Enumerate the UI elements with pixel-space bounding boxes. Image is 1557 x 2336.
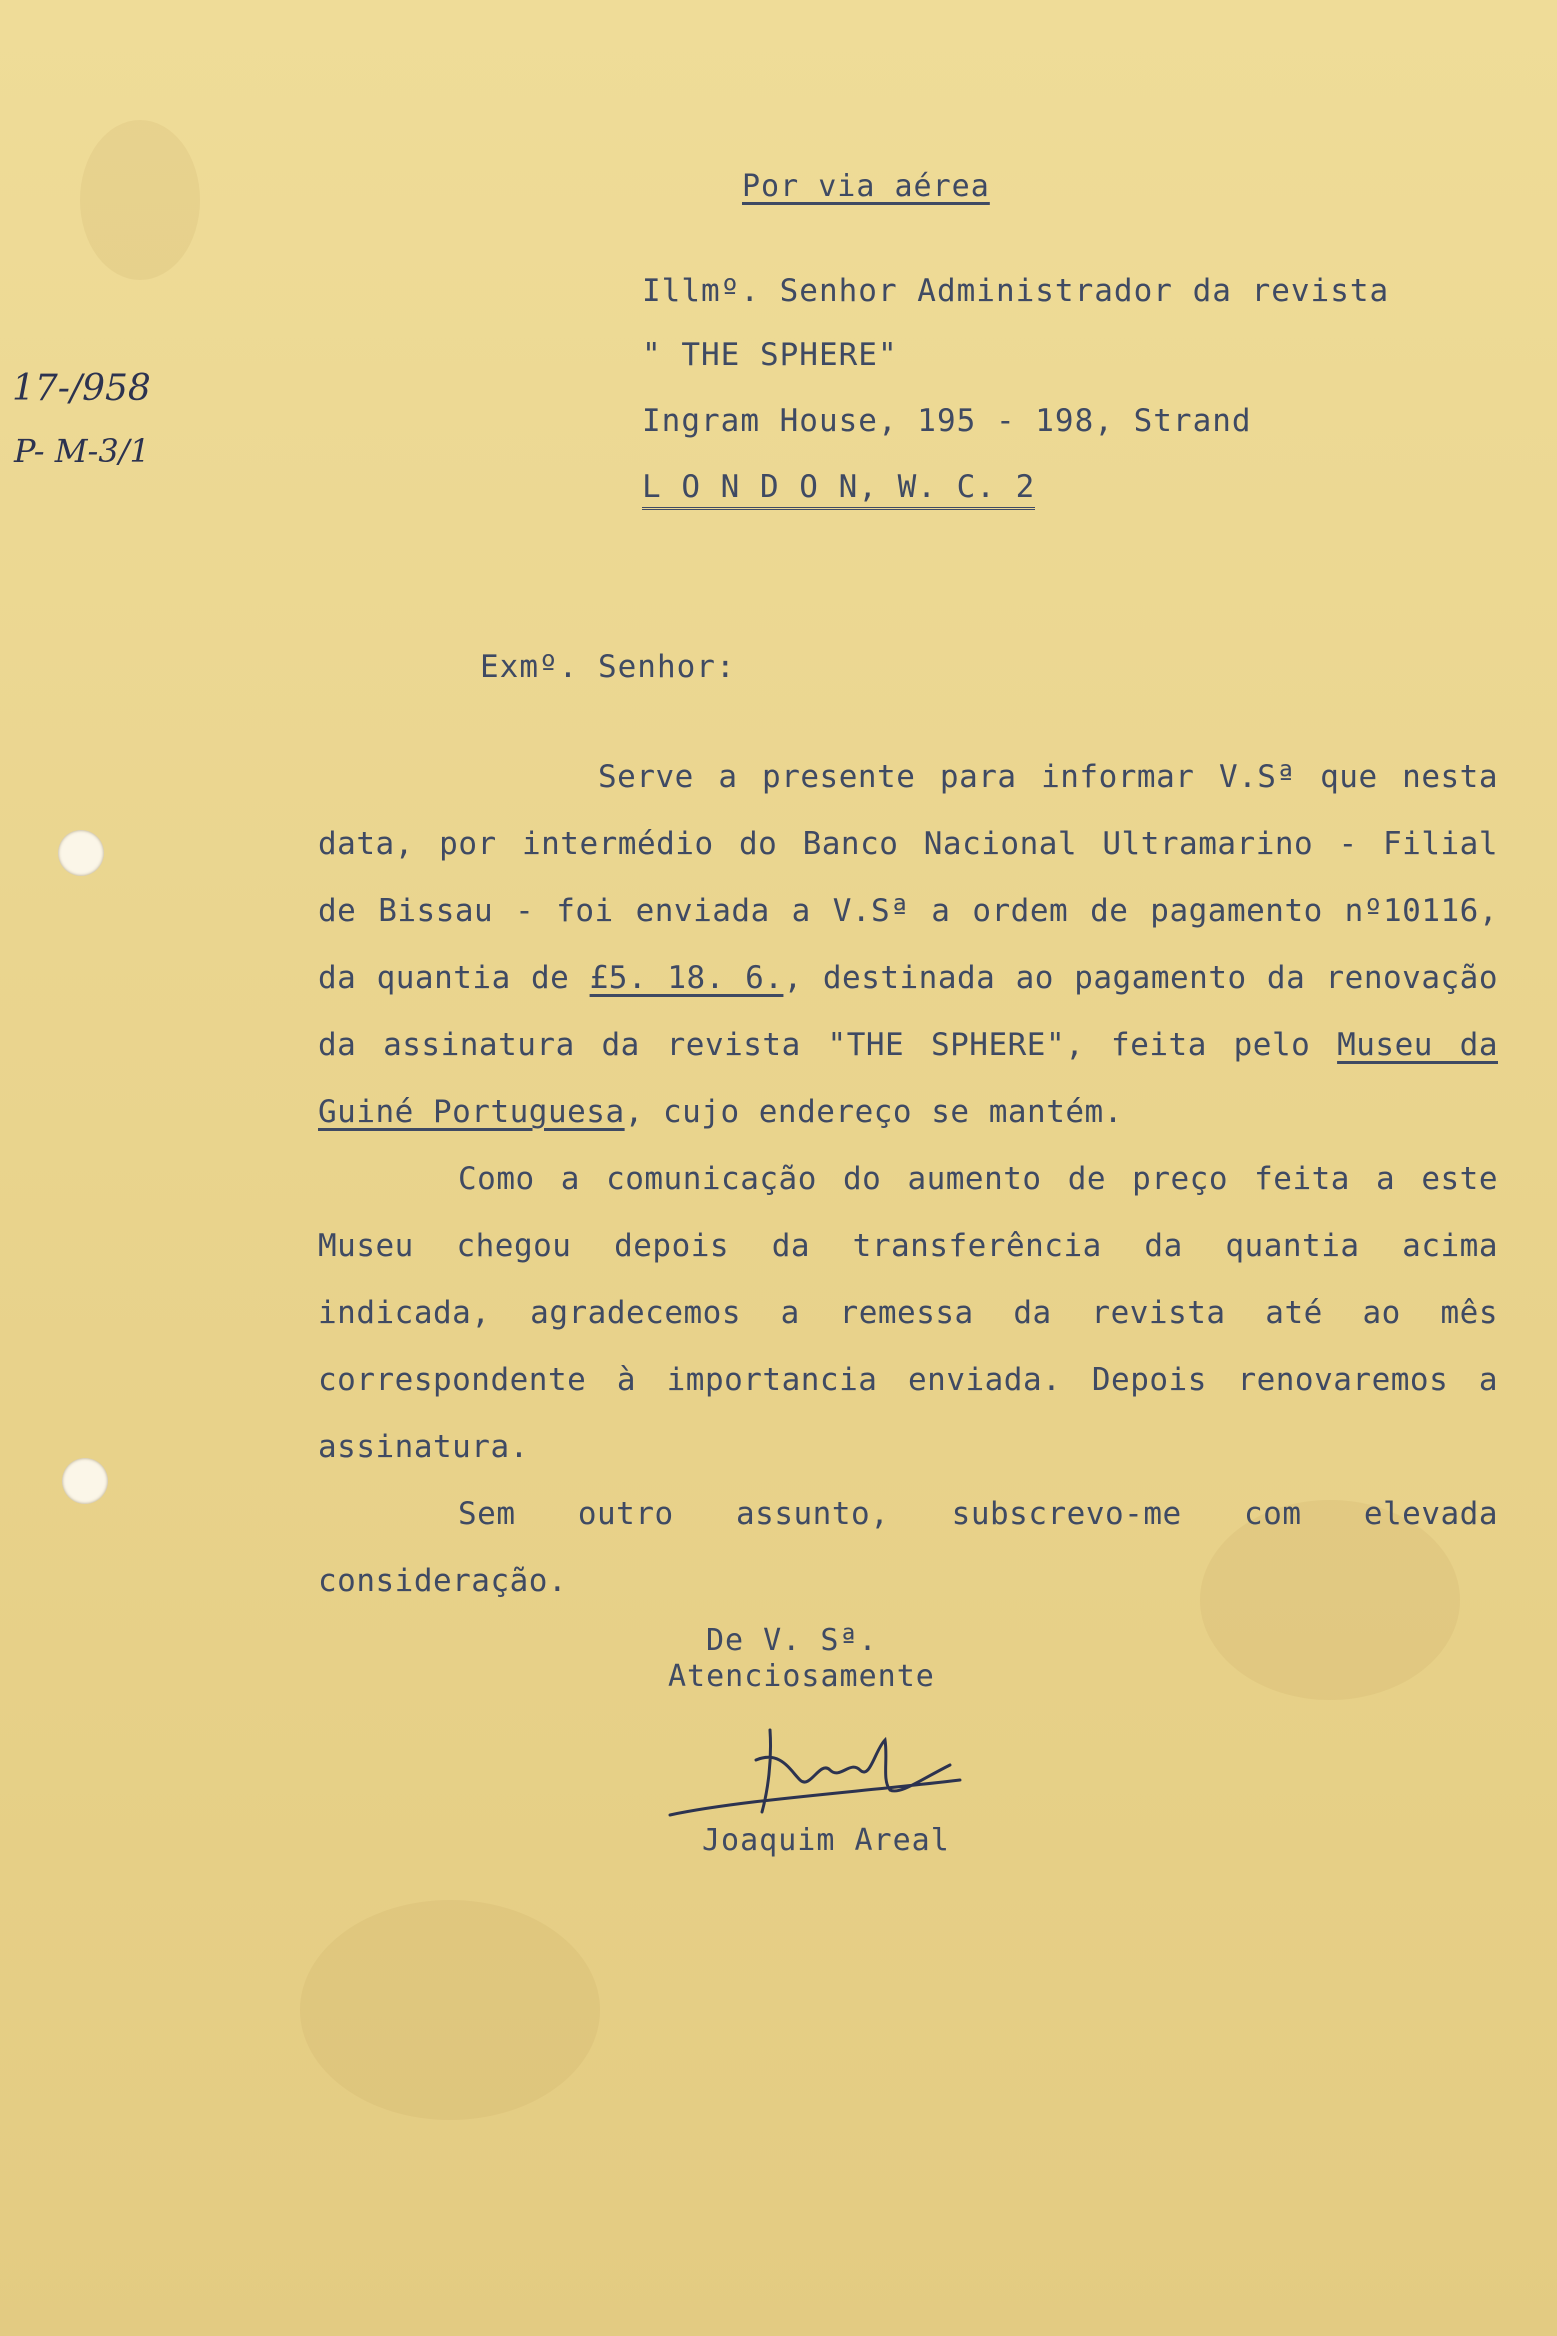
punch-hole [62, 1458, 108, 1504]
paragraph-text: Serve a presente para informar V.Sª que nesta data, por intermédio do Banco Nacional Ultramarino - Filial de Bissau - foi enviada a V.Sª a ordem de pagamento nº10116, da quantia de [318, 759, 1498, 996]
handwritten-reference-file: P- M-3/1 [14, 432, 150, 470]
addressee-line-1: Illmº. Senhor Administrador da revista [642, 273, 1390, 309]
signatory-name: Joaquim Areal [702, 1823, 950, 1858]
salutation: Exmº. Senhor: [480, 649, 736, 685]
paragraph-text: , cujo endereço se mantém. [624, 1094, 1123, 1130]
delivery-method: Por via aérea [742, 169, 990, 204]
closing-line-1: De V. Sª. [706, 1623, 878, 1658]
paper-stain [80, 120, 200, 280]
addressee-city: L O N D O N, W. C. 2 [642, 472, 1035, 510]
punch-hole [58, 830, 104, 876]
museum-name: Museu da Guiné Portuguesa [318, 1027, 1498, 1130]
paragraph-price-increase: Como a comunicação do aumento de preço feita a este Museu chegou depois da transferência da quantia acima indicada, agradecemos a remessa da revista até ao mês correspondente à importancia enviada. Depois renovaremos a assinatura. [318, 1161, 1498, 1465]
letter-body [318, 744, 1498, 1615]
paragraph-payment [318, 744, 1498, 1146]
paragraph-closing-formula: Sem outro assunto, subscrevo-me com elevada consideração. [318, 1496, 1498, 1599]
paper-stain [300, 1900, 600, 2120]
payment-amount: £5. 18. 6. [589, 960, 784, 996]
handwritten-reference: 17-/958 [12, 368, 151, 409]
signature-icon [660, 1720, 980, 1830]
paragraph-text: , destinada ao pagamento da renovação da assinatura da revista "THE SPHERE", feita pelo [318, 960, 1498, 1063]
addressee-line-3: Ingram House, 195 - 198, Strand [642, 403, 1252, 439]
addressee-line-2: " THE SPHERE" [642, 337, 898, 373]
closing-line-2: Atenciosamente [668, 1659, 935, 1694]
